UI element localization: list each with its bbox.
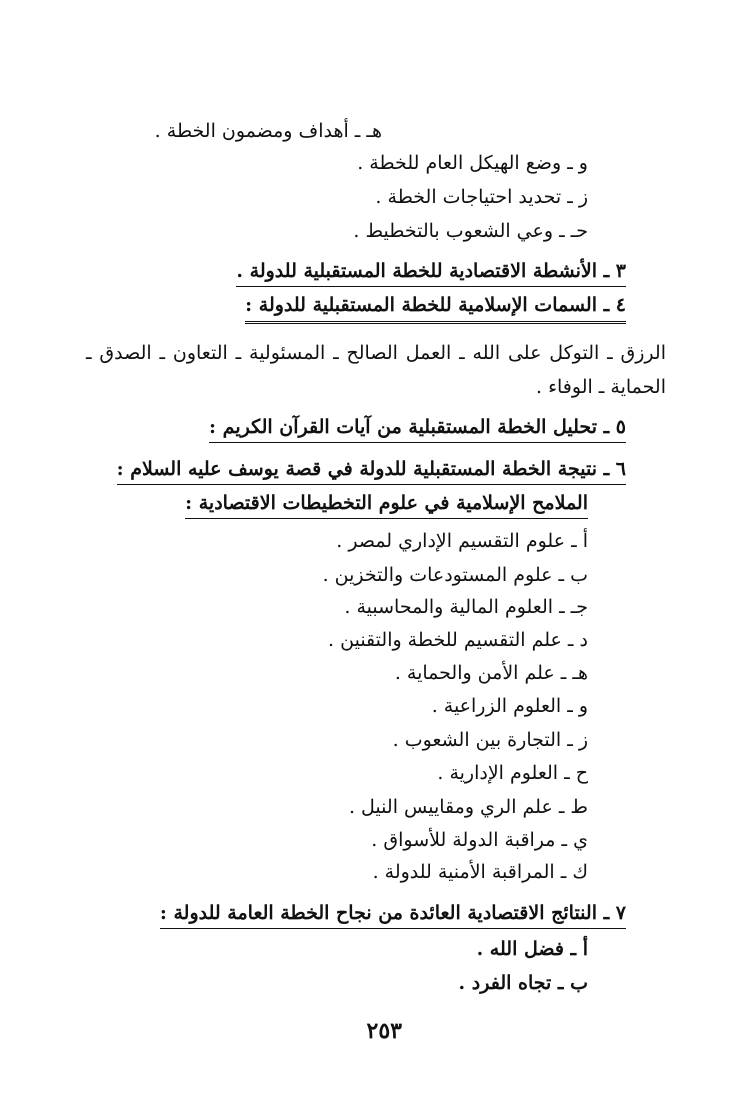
- list-item: ك ـ المراقبة الأمنية للدولة .: [372, 861, 588, 883]
- list-item: ط ـ علم الري ومقاييس النيل .: [348, 796, 588, 818]
- list-item: و ـ وضع الهيكل العام للخطة .: [357, 152, 588, 174]
- section-heading-4: ٤ ـ السمات الإسلامية للخطة المستقبلية للدولة :: [245, 292, 626, 324]
- list-item: ح ـ العلوم الإدارية .: [437, 762, 588, 784]
- list-item: د ـ علم التقسيم للخطة والتقنين .: [328, 629, 588, 651]
- list-item: هـ ـ علم الأمن والحماية .: [394, 662, 588, 684]
- section-heading-5: ٥ ـ تحليل الخطة المستقبلية من آيات القرآن الكريم :: [209, 414, 626, 443]
- list-item: ب ـ علوم المستودعات والتخزين .: [322, 564, 588, 586]
- list-item: هـ ـ أهداف ومضمون الخطة .: [154, 120, 382, 142]
- list-item: ب ـ تجاه الفرد .: [458, 972, 588, 994]
- section-heading-6: ٦ ـ نتيجة الخطة المستقبلية للدولة في قصة يوسف عليه السلام :: [117, 456, 626, 485]
- section-heading-3: ٣ ـ الأنشطة الاقتصادية للخطة المستقبلية للدولة .: [236, 258, 626, 287]
- list-item: حـ ـ وعي الشعوب بالتخطيط .: [353, 220, 588, 242]
- list-item: ز ـ التجارة بين الشعوب .: [392, 729, 588, 751]
- page-number: ٢٥٣: [366, 1018, 402, 1044]
- list-item: ي ـ مراقبة الدولة للأسواق .: [371, 829, 588, 851]
- section-subheading-6: الملامح الإسلامية في علوم التخطيطات الاقتصادية :: [185, 490, 588, 519]
- list-item: جـ ـ العلوم المالية والمحاسبية .: [344, 596, 588, 618]
- traits-paragraph: الرزق ـ التوكل على الله ـ العمل الصالح ـ المسئولية ـ التعاون ـ الصدق ـ الحماية ـ الوفاء .: [86, 342, 666, 398]
- list-item: و ـ العلوم الزراعية .: [431, 695, 588, 717]
- list-item: أ ـ فضل الله .: [476, 938, 588, 960]
- list-item: أ ـ علوم التقسيم الإداري لمصر .: [336, 530, 588, 552]
- section-heading-7: ٧ ـ النتائج الاقتصادية العائدة من نجاح الخطة العامة للدولة :: [160, 900, 626, 929]
- list-item: ز ـ تحديد احتياجات الخطة .: [375, 186, 588, 208]
